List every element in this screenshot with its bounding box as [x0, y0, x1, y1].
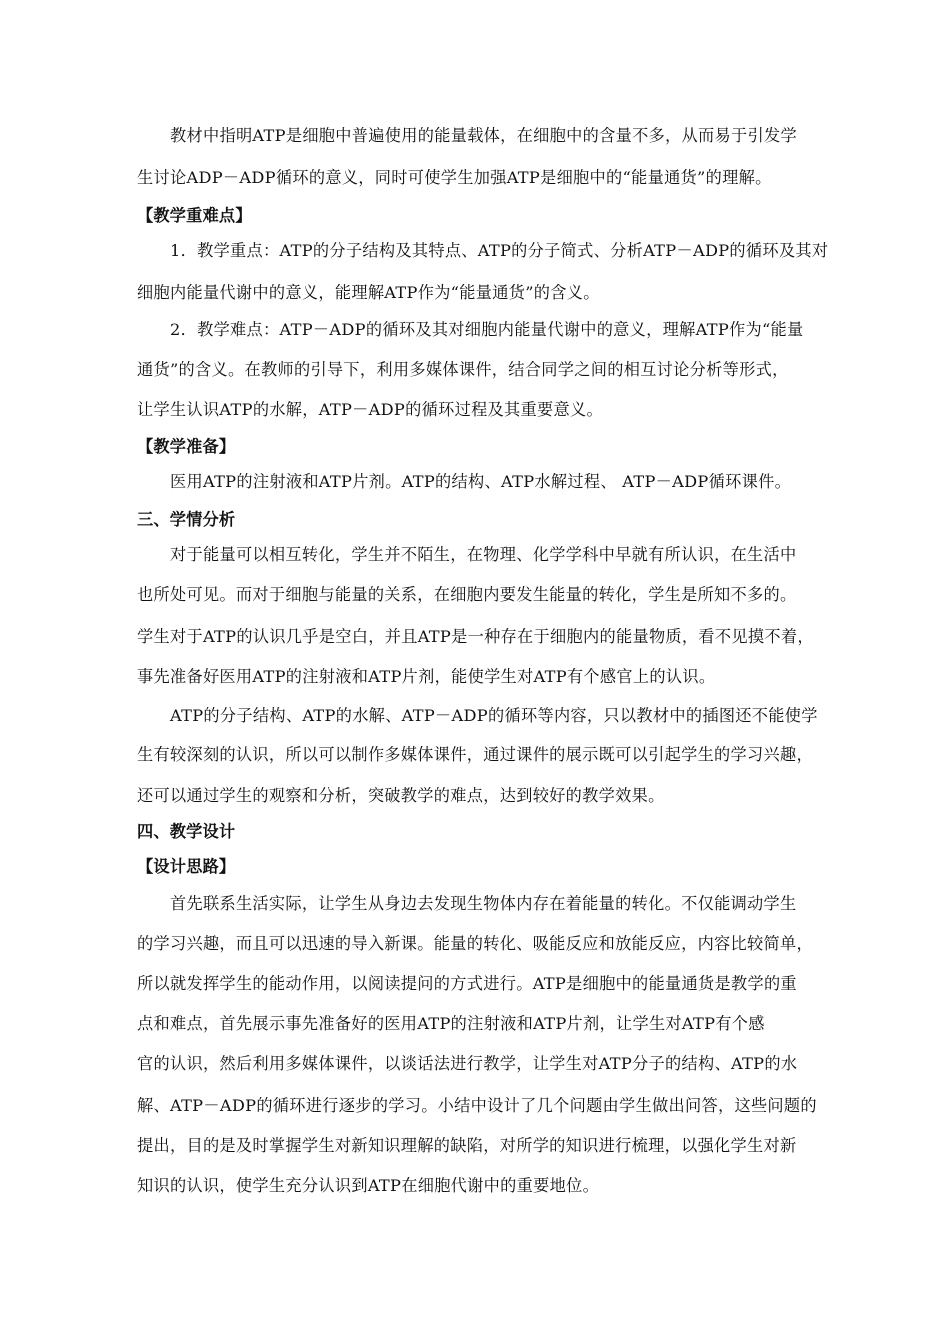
- design-heading: 四、教学设计: [137, 822, 236, 841]
- design-line-8: 知识的认识，使学生充分认识到ATP在细胞代谢中的重要地位。: [137, 1176, 600, 1195]
- design-line-2: 的学习兴趣，而且可以迅速的导入新课。能量的转化、吸能反应和放能反应，内容比较简单，: [137, 934, 813, 953]
- key-point-1-line-2: 细胞内能量代谢中的意义，能理解ATP作为“能量通货”的含义。: [137, 283, 600, 302]
- intro-line-1: 教材中指明ATP是细胞中普遍使用的能量载体，在细胞中的含量不多，从而易于引发学: [170, 126, 797, 145]
- key-point-1-line-1: 1．教学重点：ATP的分子结构及其特点、ATP的分子简式、分析ATP－ADP的循环及其对: [170, 241, 829, 260]
- key-points-heading: 【教学重难点】: [137, 206, 252, 225]
- design-line-4: 点和难点，首先展示事先准备好的医用ATP的注射液和ATP片剂，让学生对ATP有个感: [137, 1014, 765, 1033]
- key-point-2-line-1: 2．教学难点：ATP－ADP的循环及其对细胞内能量代谢中的意义，理解ATP作为“能量: [170, 320, 804, 339]
- intro-line-2: 生讨论ADP－ADP循环的意义，同时可使学生加强ATP是细胞中的“能量通货”的理解。: [137, 168, 772, 187]
- preparation-heading: 【教学准备】: [137, 437, 236, 456]
- design-line-6: 解、ATP－ADP的循环进行逐步的学习。小结中设计了几个问题由学生做出问答，这些问题的: [137, 1096, 817, 1115]
- analysis-p1-line-4: 事先准备好医用ATP的注射液和ATP片剂，能使学生对ATP有个感官上的认识。: [137, 667, 716, 686]
- analysis-p1-line-2: 也所处可见。而对于细胞与能量的关系，在细胞内要发生能量的转化，学生是所知不多的。: [137, 585, 797, 604]
- analysis-heading: 三、学情分析: [137, 510, 236, 529]
- design-line-5: 官的认识，然后利用多媒体课件，以谈话法进行教学，让学生对ATP分子的结构、ATP的水: [137, 1054, 798, 1073]
- key-point-2-line-3: 让学生认识ATP的水解，ATP－ADP的循环过程及其重要意义。: [137, 400, 603, 419]
- preparation-line-1: 医用ATP的注射液和ATP片剂。ATP的结构、ATP水解过程、 ATP－ADP循环课件。: [170, 472, 792, 491]
- design-line-7: 提出，目的是及时掌握学生对新知识理解的缺陷，对所学的知识进行梳理，以强化学生对新: [137, 1136, 797, 1155]
- analysis-p1-line-3: 学生对于ATP的认识几乎是空白，并且ATP是一种存在于细胞内的能量物质，看不见摸不着，: [137, 627, 814, 646]
- design-subheading: 【设计思路】: [137, 857, 236, 876]
- analysis-p1-line-1: 对于能量可以相互转化，学生并不陌生，在物理、化学学科中早就有所认识，在生活中: [170, 545, 797, 564]
- analysis-p2-line-2: 生有较深刻的认识，所以可以制作多媒体课件，通过课件的展示既可以引起学生的学习兴趣，: [137, 745, 813, 764]
- analysis-p2-line-3: 还可以通过学生的观察和分析，突破教学的难点，达到较好的教学效果。: [137, 786, 665, 805]
- design-line-1: 首先联系生活实际，让学生从身边去发现生物体内存在着能量的转化。不仅能调动学生: [170, 894, 797, 913]
- analysis-p2-line-1: ATP的分子结构、ATP的水解、ATP－ADP的循环等内容，只以教材中的插图还不能使学: [170, 706, 818, 725]
- key-point-2-line-2: 通货”的含义。在教师的引导下，利用多媒体课件，结合同学之间的相互讨论分析等形式，: [137, 360, 789, 379]
- design-line-3: 所以就发挥学生的能动作用，以阅读提问的方式进行。ATP是细胞中的能量通货是教学的重: [137, 974, 797, 993]
